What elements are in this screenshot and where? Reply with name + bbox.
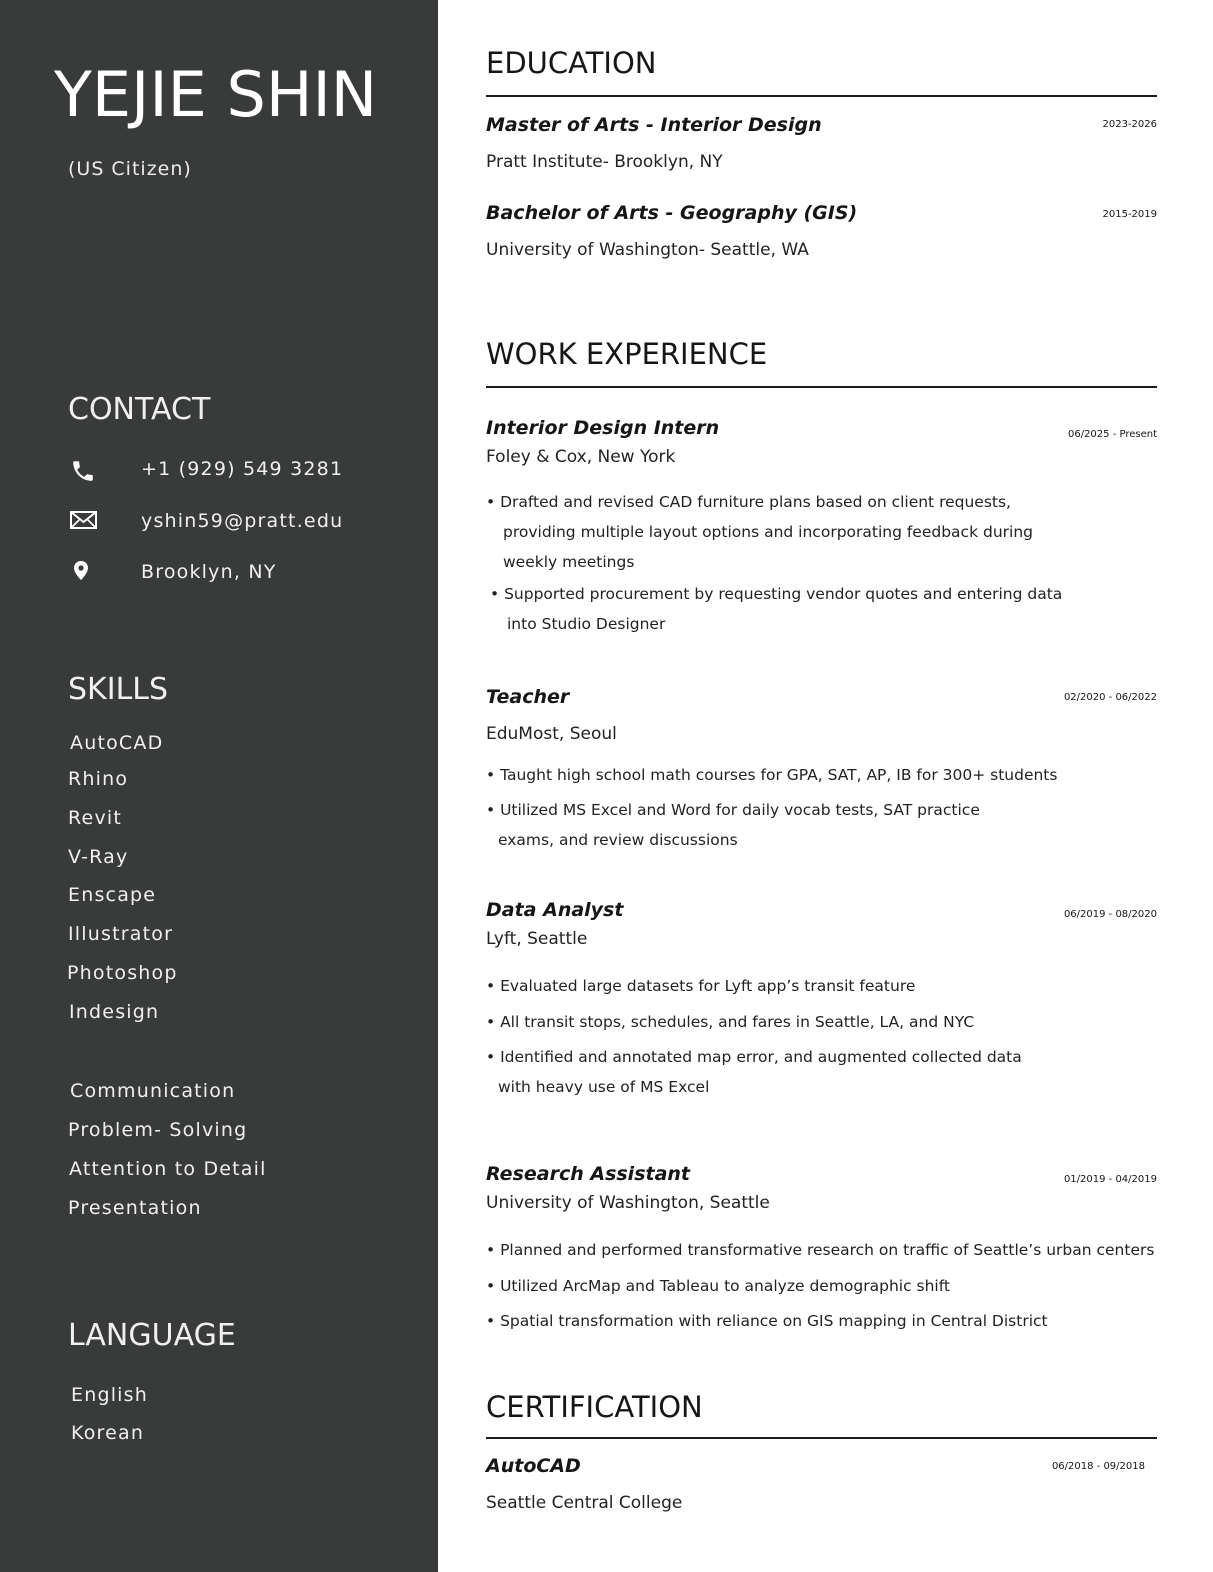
job-company: Foley & Cox, New York — [486, 447, 676, 467]
mail-icon — [70, 510, 97, 530]
job-dates: 06/2025 - Present — [1067, 429, 1157, 440]
job-title: Research Assistant — [486, 1163, 691, 1185]
education-school: University of Washington- Seattle, WA — [486, 240, 809, 260]
phone-icon — [70, 458, 96, 484]
job-bullet-cont: into Studio Designer — [507, 615, 666, 633]
contact-heading: CONTACT — [68, 392, 211, 427]
sidebar — [0, 0, 438, 1572]
citizenship: (US Citizen) — [68, 158, 192, 180]
job-dates: 02/2020 - 06/2022 — [1063, 692, 1157, 703]
job-title: Teacher — [486, 686, 570, 708]
certification-issuer: Seattle Central College — [486, 1493, 683, 1513]
job-dates: 01/2019 - 04/2019 — [1063, 1174, 1157, 1185]
candidate-name: YEJIE SHIN — [54, 58, 378, 131]
job-bullet: • Supported procurement by requesting vendor quotes and entering data — [490, 585, 1063, 603]
job-company: EduMost, Seoul — [486, 724, 617, 744]
education-dates: 2023-2026 — [1102, 119, 1157, 130]
job-bullet: • All transit stops, schedules, and fares in Seattle, LA, and NYC — [486, 1013, 975, 1031]
certification-heading: CERTIFICATION — [486, 1390, 703, 1424]
job-bullet: • Identified and annotated map error, and augmented collected data — [486, 1048, 1022, 1066]
work-divider — [486, 386, 1157, 388]
job-bullet-cont: exams, and review discussions — [498, 831, 738, 849]
soft-skill-item: Communication — [70, 1080, 236, 1102]
language-item: Korean — [71, 1422, 145, 1444]
language-item: English — [71, 1384, 149, 1406]
contact-location: Brooklyn, NY — [141, 561, 277, 583]
soft-skill-item: Attention to Detail — [69, 1158, 267, 1180]
skill-item: V-Ray — [68, 846, 129, 868]
education-heading: EDUCATION — [486, 46, 657, 80]
contact-email[interactable]: yshin59@pratt.edu — [141, 510, 344, 532]
job-dates: 06/2019 - 08/2020 — [1063, 909, 1157, 920]
work-heading: WORK EXPERIENCE — [486, 337, 768, 371]
education-divider — [486, 95, 1157, 97]
skills-heading: SKILLS — [68, 672, 169, 707]
education-degree: Bachelor of Arts - Geography (GIS) — [486, 202, 858, 224]
job-bullet: • Taught high school math courses for GPA, SAT, AP, IB for 300+ students — [486, 766, 1058, 784]
job-bullet: • Utilized ArcMap and Tableau to analyze demographic shift — [486, 1277, 951, 1295]
skill-item: Rhino — [68, 768, 129, 790]
language-heading: LANGUAGE — [68, 1318, 236, 1353]
skill-item: AutoCAD — [70, 732, 164, 754]
job-bullet-cont: with heavy use of MS Excel — [498, 1078, 710, 1096]
job-bullet-cont: providing multiple layout options and incorporating feedback during — [503, 523, 1033, 541]
certification-dates: 06/2018 - 09/2018 — [1051, 1461, 1145, 1472]
soft-skill-item: Problem- Solving — [68, 1119, 248, 1141]
job-company: Lyft, Seattle — [486, 929, 588, 949]
job-title: Data Analyst — [486, 899, 624, 921]
job-bullet: • Utilized MS Excel and Word for daily vocab tests, SAT practice — [486, 801, 980, 819]
job-company: University of Washington, Seattle — [486, 1193, 770, 1213]
job-bullet: • Planned and performed transformative research on traffic of Seattle’s urban centers — [486, 1241, 1155, 1259]
skill-item: Photoshop — [67, 962, 178, 984]
soft-skill-item: Presentation — [68, 1197, 202, 1219]
job-bullet: • Drafted and revised CAD furniture plans based on client requests, — [486, 493, 1011, 511]
job-title: Interior Design Intern — [486, 417, 720, 439]
certification-divider — [486, 1437, 1157, 1439]
skill-item: Illustrator — [68, 923, 174, 945]
job-bullet-cont: weekly meetings — [503, 553, 635, 571]
skill-item: Indesign — [69, 1001, 160, 1023]
education-degree: Master of Arts - Interior Design — [486, 114, 822, 136]
certification-title: AutoCAD — [486, 1455, 581, 1477]
job-bullet: • Evaluated large datasets for Lyft app’s transit feature — [486, 977, 916, 995]
contact-phone[interactable]: +1 (929) 549 3281 — [141, 458, 344, 480]
job-bullet: • Spatial transformation with reliance on GIS mapping in Central District — [486, 1312, 1048, 1330]
skill-item: Revit — [68, 807, 123, 829]
skill-item: Enscape — [68, 884, 157, 906]
location-pin-icon — [72, 560, 90, 582]
education-school: Pratt Institute- Brooklyn, NY — [486, 152, 723, 172]
education-dates: 2015-2019 — [1102, 209, 1157, 220]
